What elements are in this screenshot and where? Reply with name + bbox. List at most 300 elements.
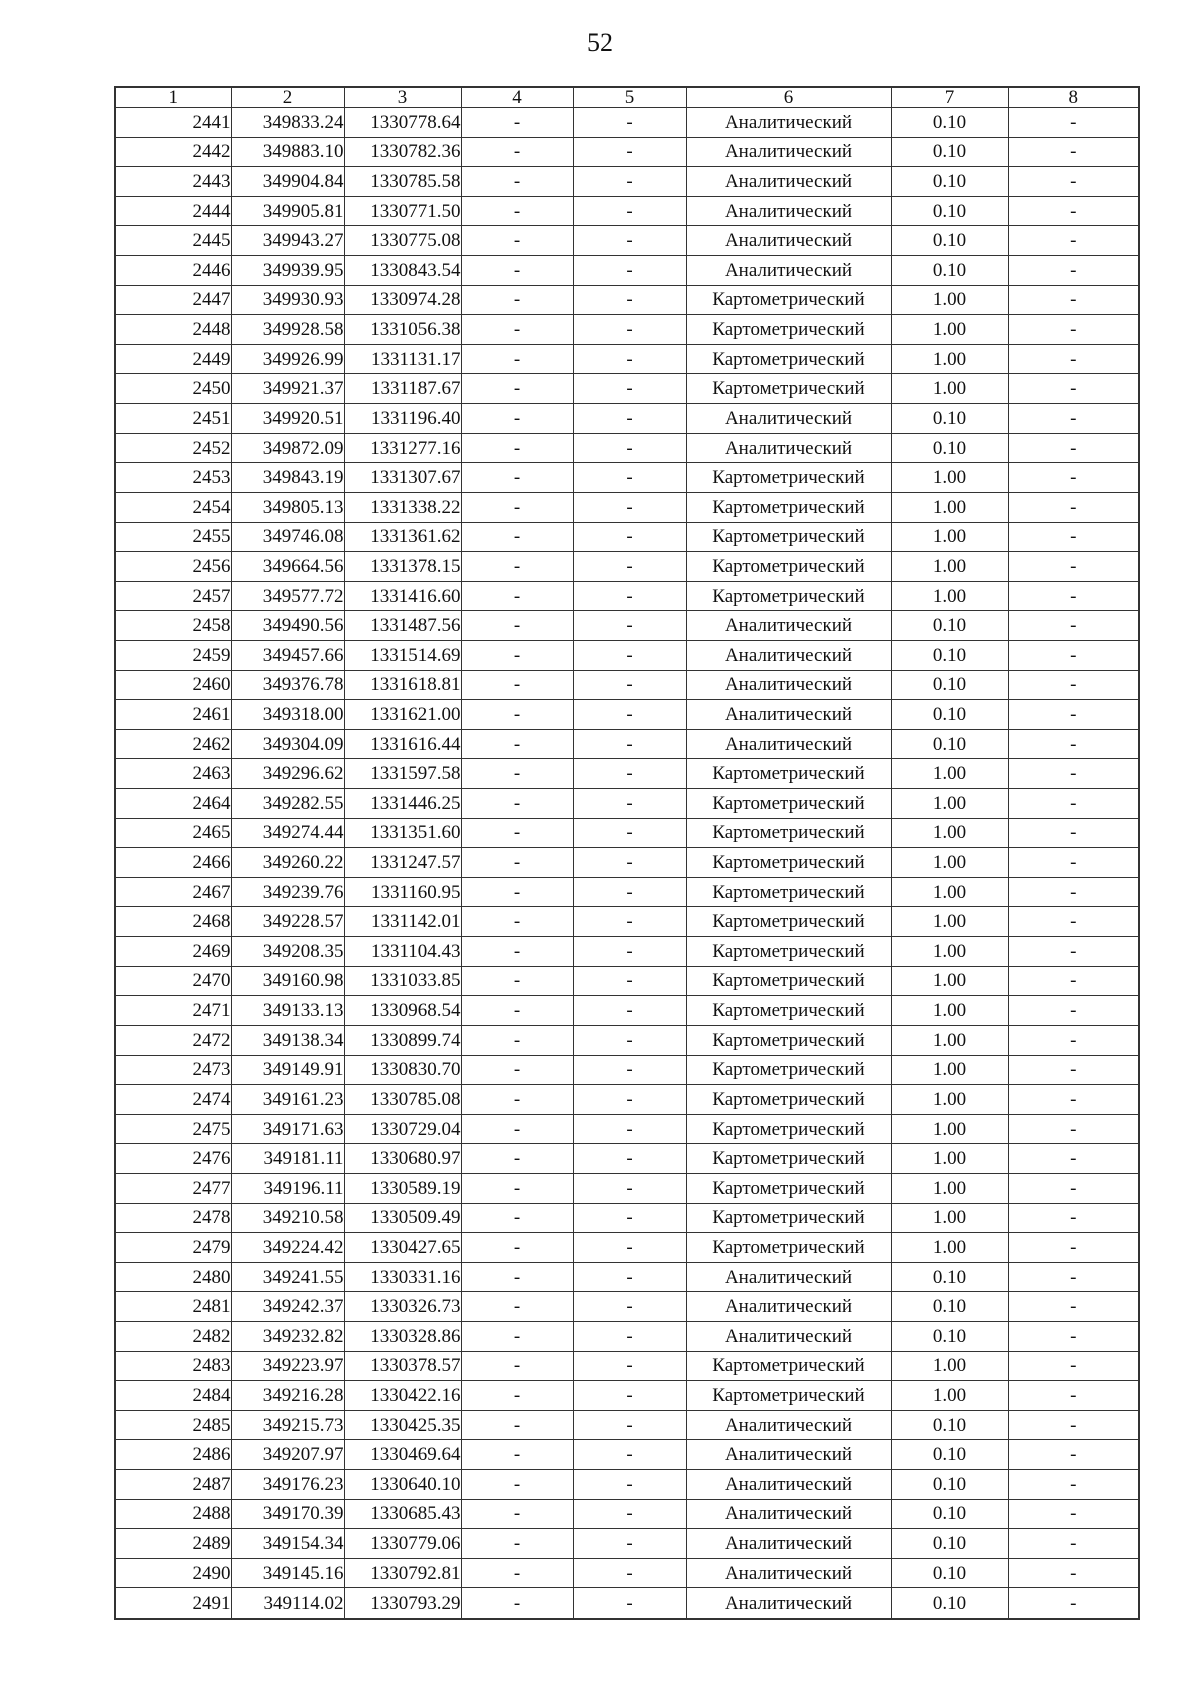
table-cell: Картометрический — [686, 966, 891, 996]
table-cell: - — [573, 463, 686, 493]
table-cell: 1330792.81 — [344, 1558, 461, 1588]
table-cell: 2462 — [115, 729, 231, 759]
table-cell: 1331361.62 — [344, 522, 461, 552]
table-cell: Аналитический — [686, 700, 891, 730]
table-cell: - — [1008, 700, 1139, 730]
table-cell: Аналитический — [686, 1588, 891, 1619]
table-cell: - — [573, 1470, 686, 1500]
table-cell: - — [573, 1085, 686, 1115]
table-cell: 1331616.44 — [344, 729, 461, 759]
table-cell: Картометрический — [686, 1025, 891, 1055]
table-cell: Картометрический — [686, 907, 891, 937]
table-cell: 2449 — [115, 344, 231, 374]
table-cell: - — [1008, 1144, 1139, 1174]
column-header-6: 6 — [686, 87, 891, 108]
table-cell: 0.10 — [891, 700, 1008, 730]
table-cell: - — [1008, 433, 1139, 463]
table-cell: 2465 — [115, 818, 231, 848]
table-cell: 349274.44 — [231, 818, 344, 848]
table-cell: 2467 — [115, 877, 231, 907]
table-cell: 1330509.49 — [344, 1203, 461, 1233]
table-cell: 2459 — [115, 640, 231, 670]
table-row — [115, 344, 1139, 374]
table-cell: - — [461, 1499, 573, 1529]
table-cell: 1331160.95 — [344, 877, 461, 907]
table-cell: 1330771.50 — [344, 196, 461, 226]
table-cell: - — [1008, 315, 1139, 345]
table-cell: - — [461, 670, 573, 700]
table-cell: 2441 — [115, 108, 231, 138]
table-cell: - — [461, 1262, 573, 1292]
table-cell: 2452 — [115, 433, 231, 463]
table-cell: - — [573, 344, 686, 374]
table-cell: 2488 — [115, 1499, 231, 1529]
table-cell: 1330775.08 — [344, 226, 461, 256]
table-cell: 2473 — [115, 1055, 231, 1085]
table-cell: 349208.35 — [231, 937, 344, 967]
table-cell: - — [573, 848, 686, 878]
table-row — [115, 522, 1139, 552]
table-cell: - — [573, 315, 686, 345]
table-cell: Аналитический — [686, 167, 891, 197]
table-cell: 2482 — [115, 1321, 231, 1351]
table-cell: - — [461, 404, 573, 434]
table-cell: 1330589.19 — [344, 1173, 461, 1203]
table-cell: 1.00 — [891, 966, 1008, 996]
table-cell: 1.00 — [891, 492, 1008, 522]
table-row — [115, 256, 1139, 286]
table-cell: Картометрический — [686, 759, 891, 789]
table-cell: - — [573, 937, 686, 967]
table-cell: Картометрический — [686, 344, 891, 374]
table-cell: - — [461, 1529, 573, 1559]
table-cell: 1330378.57 — [344, 1351, 461, 1381]
table-cell: Аналитический — [686, 1410, 891, 1440]
table-cell: 0.10 — [891, 611, 1008, 641]
table-cell: 349133.13 — [231, 996, 344, 1026]
table-row — [115, 1144, 1139, 1174]
table-cell: - — [1008, 226, 1139, 256]
table-cell: 349577.72 — [231, 581, 344, 611]
table-cell: 349154.34 — [231, 1529, 344, 1559]
table-cell: 1.00 — [891, 1055, 1008, 1085]
table-cell: - — [1008, 1440, 1139, 1470]
table-row — [115, 552, 1139, 582]
table-cell: 2455 — [115, 522, 231, 552]
table-cell: - — [461, 729, 573, 759]
table-cell: 2474 — [115, 1085, 231, 1115]
table-cell: 1330974.28 — [344, 285, 461, 315]
table-cell: 349149.91 — [231, 1055, 344, 1085]
table-cell: - — [1008, 167, 1139, 197]
table-cell: - — [1008, 522, 1139, 552]
table-cell: 2476 — [115, 1144, 231, 1174]
table-cell: 0.10 — [891, 137, 1008, 167]
table-cell: 2484 — [115, 1381, 231, 1411]
table-cell: 349746.08 — [231, 522, 344, 552]
table-row — [115, 108, 1139, 138]
table-cell: - — [573, 789, 686, 819]
table-cell: Аналитический — [686, 729, 891, 759]
table-cell: 1331378.15 — [344, 552, 461, 582]
table-cell: - — [573, 966, 686, 996]
table-cell: 349490.56 — [231, 611, 344, 641]
table-cell: 0.10 — [891, 1558, 1008, 1588]
table-cell: 2461 — [115, 700, 231, 730]
table-cell: 2448 — [115, 315, 231, 345]
table-cell: Аналитический — [686, 1321, 891, 1351]
table-cell: - — [573, 877, 686, 907]
table-cell: 2469 — [115, 937, 231, 967]
table-cell: 1331033.85 — [344, 966, 461, 996]
table-cell: - — [1008, 196, 1139, 226]
table-cell: 349241.55 — [231, 1262, 344, 1292]
table-cell: 1331446.25 — [344, 789, 461, 819]
table-cell: 0.10 — [891, 1321, 1008, 1351]
table-cell: Картометрический — [686, 463, 891, 493]
table-cell: 2453 — [115, 463, 231, 493]
table-cell: 349872.09 — [231, 433, 344, 463]
table-cell: - — [573, 1588, 686, 1619]
table-body — [115, 108, 1139, 1620]
table-cell: 349920.51 — [231, 404, 344, 434]
table-cell: 2468 — [115, 907, 231, 937]
table-cell: - — [1008, 344, 1139, 374]
table-row — [115, 700, 1139, 730]
table-cell: - — [461, 374, 573, 404]
table-cell: 349833.24 — [231, 108, 344, 138]
table-cell: - — [1008, 404, 1139, 434]
table-cell: 349138.34 — [231, 1025, 344, 1055]
table-cell: - — [573, 522, 686, 552]
table-cell: 349223.97 — [231, 1351, 344, 1381]
table-cell: - — [1008, 729, 1139, 759]
table-cell: 1330729.04 — [344, 1114, 461, 1144]
table-cell: - — [1008, 1203, 1139, 1233]
table-row — [115, 285, 1139, 315]
table-cell: - — [1008, 1529, 1139, 1559]
table-cell: - — [573, 1233, 686, 1263]
table-cell: Аналитический — [686, 137, 891, 167]
table-cell: - — [573, 1410, 686, 1440]
table-cell: 2464 — [115, 789, 231, 819]
table-cell: Аналитический — [686, 256, 891, 286]
table-row — [115, 789, 1139, 819]
table-cell: 1.00 — [891, 522, 1008, 552]
table-cell: 1.00 — [891, 877, 1008, 907]
table-cell: 2490 — [115, 1558, 231, 1588]
table-cell: 349943.27 — [231, 226, 344, 256]
table-cell: - — [461, 1233, 573, 1263]
table-cell: 2466 — [115, 848, 231, 878]
table-row — [115, 581, 1139, 611]
table-cell: 1.00 — [891, 848, 1008, 878]
table-cell: 349216.28 — [231, 1381, 344, 1411]
table-cell: 1331351.60 — [344, 818, 461, 848]
table-cell: 2471 — [115, 996, 231, 1026]
table-cell: 1330779.06 — [344, 1529, 461, 1559]
table-row — [115, 1055, 1139, 1085]
table-cell: Аналитический — [686, 640, 891, 670]
table-cell: Картометрический — [686, 877, 891, 907]
table-cell: - — [1008, 1381, 1139, 1411]
table-cell: 349242.37 — [231, 1292, 344, 1322]
table-row — [115, 374, 1139, 404]
table-cell: - — [461, 700, 573, 730]
table-cell: 349930.93 — [231, 285, 344, 315]
table-cell: - — [573, 108, 686, 138]
table-cell: 1.00 — [891, 463, 1008, 493]
table-cell: 2457 — [115, 581, 231, 611]
table-cell: 349883.10 — [231, 137, 344, 167]
table-cell: Аналитический — [686, 1262, 891, 1292]
table-cell: 349926.99 — [231, 344, 344, 374]
table-cell: 0.10 — [891, 1262, 1008, 1292]
table-cell: 1330778.64 — [344, 108, 461, 138]
column-header-4: 4 — [461, 87, 573, 108]
table-cell: Аналитический — [686, 670, 891, 700]
table-cell: - — [1008, 1173, 1139, 1203]
table-cell: 1.00 — [891, 1144, 1008, 1174]
table-cell: Картометрический — [686, 315, 891, 345]
table-cell: 349160.98 — [231, 966, 344, 996]
table-cell: 349296.62 — [231, 759, 344, 789]
table-cell: 1330782.36 — [344, 137, 461, 167]
table-row — [115, 611, 1139, 641]
table-cell: 1.00 — [891, 581, 1008, 611]
table-cell: 349176.23 — [231, 1470, 344, 1500]
table-cell: - — [1008, 877, 1139, 907]
table-cell: 0.10 — [891, 670, 1008, 700]
table-cell: 349224.42 — [231, 1233, 344, 1263]
table-cell: - — [573, 759, 686, 789]
table-cell: 349664.56 — [231, 552, 344, 582]
table-cell: 349928.58 — [231, 315, 344, 345]
table-cell: - — [1008, 907, 1139, 937]
table-cell: - — [573, 167, 686, 197]
table-cell: - — [1008, 1588, 1139, 1619]
table-cell: 1.00 — [891, 818, 1008, 848]
table-cell: - — [1008, 256, 1139, 286]
table-row — [115, 1588, 1139, 1619]
table-cell: - — [1008, 1262, 1139, 1292]
table-row — [115, 996, 1139, 1026]
table-cell: - — [461, 759, 573, 789]
table-cell: 0.10 — [891, 729, 1008, 759]
table-row — [115, 1440, 1139, 1470]
table-row — [115, 404, 1139, 434]
table-cell: - — [1008, 463, 1139, 493]
table-cell: - — [573, 1262, 686, 1292]
table-cell: 1330425.35 — [344, 1410, 461, 1440]
table-row — [115, 966, 1139, 996]
table-cell: 1331338.22 — [344, 492, 461, 522]
table-cell: Аналитический — [686, 226, 891, 256]
table-cell: 1330326.73 — [344, 1292, 461, 1322]
table-cell: 349114.02 — [231, 1588, 344, 1619]
table-cell: Картометрический — [686, 1055, 891, 1085]
table-cell: - — [1008, 818, 1139, 848]
table-cell: 0.10 — [891, 167, 1008, 197]
table-cell: 349843.19 — [231, 463, 344, 493]
table-cell: Аналитический — [686, 1470, 891, 1500]
table-cell: - — [573, 1440, 686, 1470]
table-cell: 2479 — [115, 1233, 231, 1263]
table-cell: 1331104.43 — [344, 937, 461, 967]
table-cell: 2447 — [115, 285, 231, 315]
table-cell: 2480 — [115, 1262, 231, 1292]
table-cell: - — [1008, 285, 1139, 315]
table-cell: - — [573, 1529, 686, 1559]
table-cell: Аналитический — [686, 1529, 891, 1559]
table-cell: - — [573, 1292, 686, 1322]
table-cell: 2485 — [115, 1410, 231, 1440]
table-cell: - — [461, 848, 573, 878]
table-cell: - — [461, 1588, 573, 1619]
table-row — [115, 759, 1139, 789]
table-row — [115, 670, 1139, 700]
table-cell: - — [573, 1055, 686, 1085]
table-cell: - — [461, 1055, 573, 1085]
table-cell: - — [573, 285, 686, 315]
table-cell: 0.10 — [891, 404, 1008, 434]
table-row — [115, 315, 1139, 345]
table-cell: - — [461, 1381, 573, 1411]
table-cell: 1330328.86 — [344, 1321, 461, 1351]
table-cell: - — [461, 1410, 573, 1440]
column-header-3: 3 — [344, 87, 461, 108]
table-cell: - — [573, 581, 686, 611]
table-cell: 2483 — [115, 1351, 231, 1381]
table-cell: 349170.39 — [231, 1499, 344, 1529]
table-cell: 349905.81 — [231, 196, 344, 226]
table-cell: - — [1008, 1410, 1139, 1440]
table-cell: - — [573, 552, 686, 582]
table-cell: - — [1008, 1321, 1139, 1351]
table-cell: - — [1008, 996, 1139, 1026]
table-cell: - — [573, 492, 686, 522]
table-cell: - — [461, 581, 573, 611]
table-cell: 349232.82 — [231, 1321, 344, 1351]
table-cell: Картометрический — [686, 1381, 891, 1411]
table-cell: 349457.66 — [231, 640, 344, 670]
table-cell: 349921.37 — [231, 374, 344, 404]
table-cell: - — [461, 344, 573, 374]
table-cell: - — [461, 552, 573, 582]
table-cell: 1330331.16 — [344, 1262, 461, 1292]
table-cell: 0.10 — [891, 108, 1008, 138]
table-cell: 1331277.16 — [344, 433, 461, 463]
table-cell: 0.10 — [891, 256, 1008, 286]
table-cell: - — [461, 1321, 573, 1351]
table-cell: - — [573, 196, 686, 226]
table-cell: - — [573, 611, 686, 641]
table-row — [115, 640, 1139, 670]
table-row — [115, 226, 1139, 256]
table-cell: 2445 — [115, 226, 231, 256]
table-cell: 1.00 — [891, 344, 1008, 374]
table-cell: - — [573, 670, 686, 700]
table-row — [115, 818, 1139, 848]
table-cell: 1330640.10 — [344, 1470, 461, 1500]
table-cell: 2442 — [115, 137, 231, 167]
table-cell: - — [1008, 640, 1139, 670]
table-cell: 2463 — [115, 759, 231, 789]
table-cell: 0.10 — [891, 1588, 1008, 1619]
table-cell: - — [1008, 789, 1139, 819]
table-cell: - — [461, 640, 573, 670]
table-row — [115, 937, 1139, 967]
table-cell: - — [573, 226, 686, 256]
table-row — [115, 196, 1139, 226]
table-cell: - — [573, 907, 686, 937]
table-cell: - — [461, 196, 573, 226]
table-cell: 1330793.29 — [344, 1588, 461, 1619]
table-cell: - — [461, 996, 573, 1026]
table-row — [115, 433, 1139, 463]
table-cell: 2472 — [115, 1025, 231, 1055]
table-cell: 1331621.00 — [344, 700, 461, 730]
table-cell: Аналитический — [686, 1440, 891, 1470]
table-row — [115, 492, 1139, 522]
table-cell: 1.00 — [891, 285, 1008, 315]
table-cell: - — [461, 966, 573, 996]
table-row — [115, 1558, 1139, 1588]
table-row — [115, 137, 1139, 167]
table-cell: 0.10 — [891, 196, 1008, 226]
table-cell: - — [461, 463, 573, 493]
table-cell: - — [573, 404, 686, 434]
table-cell: 349207.97 — [231, 1440, 344, 1470]
table-cell: 349904.84 — [231, 167, 344, 197]
table-row — [115, 1262, 1139, 1292]
table-cell: - — [573, 1025, 686, 1055]
table-cell: - — [1008, 937, 1139, 967]
table-row — [115, 1114, 1139, 1144]
table-cell: 2458 — [115, 611, 231, 641]
table-row — [115, 1499, 1139, 1529]
table-cell: - — [461, 1114, 573, 1144]
table-cell: 1.00 — [891, 789, 1008, 819]
table-cell: Картометрический — [686, 818, 891, 848]
table-cell: - — [1008, 552, 1139, 582]
table-cell: 2446 — [115, 256, 231, 286]
table-cell: Картометрический — [686, 1173, 891, 1203]
table-cell: 2444 — [115, 196, 231, 226]
table-cell: - — [461, 256, 573, 286]
table-cell: - — [461, 818, 573, 848]
table-cell: - — [461, 1440, 573, 1470]
table-cell: 2451 — [115, 404, 231, 434]
table-cell: 1330899.74 — [344, 1025, 461, 1055]
table-cell: 1331416.60 — [344, 581, 461, 611]
table-cell: 1.00 — [891, 315, 1008, 345]
page-number: 52 — [587, 28, 613, 57]
table-cell: - — [461, 522, 573, 552]
table-cell: - — [461, 492, 573, 522]
table-cell: - — [1008, 670, 1139, 700]
table-cell: - — [461, 167, 573, 197]
table-cell: 2470 — [115, 966, 231, 996]
table-cell: - — [461, 1025, 573, 1055]
table-cell: 2450 — [115, 374, 231, 404]
table-cell: - — [573, 1173, 686, 1203]
table-cell: Картометрический — [686, 1085, 891, 1115]
table-cell: Аналитический — [686, 1292, 891, 1322]
table-cell: - — [1008, 1292, 1139, 1322]
table-cell: - — [1008, 1055, 1139, 1085]
table-cell: - — [1008, 137, 1139, 167]
